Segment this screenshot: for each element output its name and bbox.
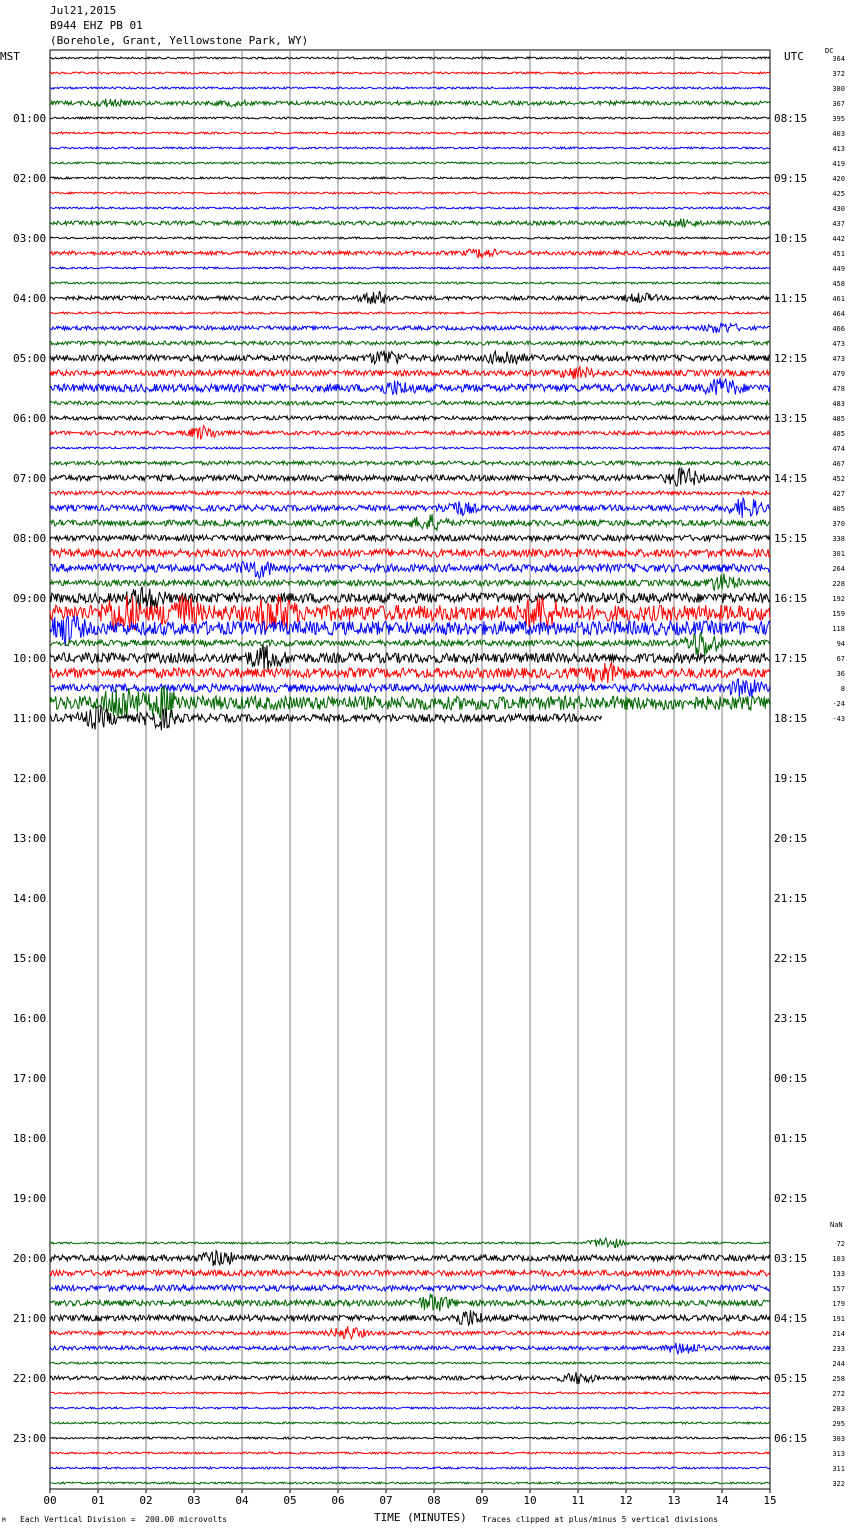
x-tick-label: 11 <box>571 1494 585 1507</box>
utc-tick-label: 20:15 <box>774 832 808 845</box>
dc-offset-label: 420 <box>832 175 845 183</box>
utc-tick-label: 11:15 <box>774 292 808 305</box>
trace-line <box>50 282 770 284</box>
dc-offset-label: 191 <box>832 1315 845 1323</box>
trace-line <box>50 1343 770 1354</box>
trace-line <box>50 1372 770 1384</box>
dc-offset-label: 192 <box>832 595 845 603</box>
utc-tick-label: 09:15 <box>774 172 808 185</box>
trace-line <box>50 1452 770 1454</box>
x-tick-label: 03 <box>187 1494 201 1507</box>
trace-line <box>50 645 770 670</box>
dc-offset-label: 283 <box>832 1405 845 1413</box>
utc-tick-label: 13:15 <box>774 412 808 425</box>
trace-line <box>50 1310 770 1325</box>
clip-note: Traces clipped at plus/minus 5 vertical divisions <box>482 1515 719 1524</box>
trace-line <box>50 461 770 465</box>
dc-offset-label: 467 <box>832 460 845 468</box>
dc-offset-label: 427 <box>832 490 845 498</box>
utc-tick-label: 02:15 <box>774 1192 808 1205</box>
dc-offset-label: 419 <box>832 160 845 168</box>
trace-line <box>50 1326 770 1339</box>
utc-tick-label: 03:15 <box>774 1252 808 1265</box>
dc-offset-label: -24 <box>832 700 845 708</box>
mst-tick-label: 12:00 <box>13 772 47 785</box>
trace-line <box>50 574 770 590</box>
dc-offset-label: 367 <box>832 100 845 108</box>
trace-line <box>50 312 770 314</box>
trace-line <box>50 706 602 730</box>
trace-line <box>50 72 770 74</box>
utc-tick-label: 14:15 <box>774 472 808 485</box>
header-location: (Borehole, Grant, Yellowstone Park, WY) <box>50 34 309 47</box>
x-tick-label: 08 <box>427 1494 441 1507</box>
trace-line <box>50 498 770 518</box>
dc-offset-label: 449 <box>832 265 845 273</box>
dc-offset-label: 313 <box>832 1450 845 1458</box>
trace-line <box>50 1437 770 1439</box>
trace-line <box>50 367 770 380</box>
trace-line <box>50 237 770 239</box>
x-tick-label: 09 <box>475 1494 489 1507</box>
dc-offset-label: 437 <box>832 220 845 228</box>
trace-line <box>50 1251 770 1267</box>
x-axis-title: TIME (MINUTES) <box>374 1511 467 1524</box>
mst-tick-label: 07:00 <box>13 472 47 485</box>
utc-tick-label: 23:15 <box>774 1012 808 1025</box>
dc-offset-label: 233 <box>832 1345 845 1353</box>
x-tick-label: 14 <box>715 1494 729 1507</box>
dc-offset-label: 464 <box>832 310 845 318</box>
dc-offset-label: 214 <box>832 1330 845 1338</box>
dc-offset-label: 413 <box>832 145 845 153</box>
dc-offset-label: 72 <box>836 1240 845 1248</box>
dc-offset-label: 264 <box>832 565 845 573</box>
x-tick-label: 05 <box>283 1494 297 1507</box>
dc-offset-label: 403 <box>832 130 845 138</box>
dc-offset-label: 303 <box>832 1435 845 1443</box>
dc-offset-label: 466 <box>832 325 845 333</box>
utc-tick-label: 17:15 <box>774 652 808 665</box>
mst-tick-label: 06:00 <box>13 412 47 425</box>
utc-tick-label: 06:15 <box>774 1432 808 1445</box>
dc-offset-label: 474 <box>832 445 845 453</box>
dc-offset-label: 405 <box>832 505 845 513</box>
dc-offset-label: 36 <box>836 670 845 678</box>
trace-line <box>50 1294 770 1312</box>
dc-offset-label: 272 <box>832 1390 845 1398</box>
mst-tick-label: 04:00 <box>13 292 47 305</box>
dc-offset-label: 228 <box>832 580 845 588</box>
trace-line <box>50 562 770 579</box>
utc-tick-label: 12:15 <box>774 352 808 365</box>
dc-label: DC <box>825 47 834 55</box>
nan-label: NaN <box>830 1221 843 1229</box>
trace-line <box>50 491 770 495</box>
header-station: B944 EHZ PB 01 <box>50 19 143 32</box>
dc-offset-label: 118 <box>832 625 845 633</box>
dc-offset-label: 94 <box>836 640 845 648</box>
mst-tick-label: 14:00 <box>13 892 47 905</box>
dc-offset-label: 364 <box>832 55 845 63</box>
dc-offset-label: 157 <box>832 1285 845 1293</box>
utc-tick-label: 15:15 <box>774 532 808 545</box>
trace-line <box>50 1407 770 1409</box>
trace-line <box>50 1270 770 1276</box>
mst-tick-label: 22:00 <box>13 1372 47 1385</box>
dc-offset-label: 458 <box>832 280 845 288</box>
trace-line <box>50 1467 770 1469</box>
trace-line <box>50 1482 770 1484</box>
mst-tick-label: 17:00 <box>13 1072 47 1085</box>
trace-line <box>50 162 770 164</box>
dc-offset-label: 372 <box>832 70 845 78</box>
dc-offset-label: 478 <box>832 385 845 393</box>
dc-offset-label: 258 <box>832 1375 845 1383</box>
x-tick-label: 01 <box>91 1494 105 1507</box>
trace-line <box>50 549 770 557</box>
dc-offset-label: 461 <box>832 295 845 303</box>
trace-line <box>50 468 770 487</box>
trace-line <box>50 416 770 420</box>
utc-tick-label: 18:15 <box>774 712 808 725</box>
dc-offset-label: 244 <box>832 1360 845 1368</box>
trace-line <box>50 192 770 194</box>
utc-tick-label: 21:15 <box>774 892 808 905</box>
trace-line <box>50 1285 770 1291</box>
x-tick-label: 13 <box>667 1494 681 1507</box>
trace-line <box>50 219 770 228</box>
mst-tick-label: 20:00 <box>13 1252 47 1265</box>
dc-offset-label: 8 <box>840 685 845 693</box>
mst-tick-label: 13:00 <box>13 832 47 845</box>
utc-tick-label: 04:15 <box>774 1312 808 1325</box>
dc-offset-label: -43 <box>832 715 845 723</box>
trace-line <box>50 87 770 89</box>
mst-tick-label: 01:00 <box>13 112 47 125</box>
mst-tick-label: 23:00 <box>13 1432 47 1445</box>
mst-tick-label: 10:00 <box>13 652 47 665</box>
mst-tick-label: 02:00 <box>13 172 47 185</box>
dc-offset-label: 370 <box>832 520 845 528</box>
trace-line <box>50 177 770 179</box>
trace-line <box>50 1238 770 1248</box>
trace-line <box>50 426 770 439</box>
utc-tick-label: 22:15 <box>774 952 808 965</box>
dc-offset-label: 311 <box>832 1465 845 1473</box>
mst-tick-label: 05:00 <box>13 352 47 365</box>
x-tick-label: 10 <box>523 1494 537 1507</box>
dc-offset-label: 473 <box>832 340 845 348</box>
x-tick-label: 02 <box>139 1494 153 1507</box>
dc-offset-label: 442 <box>832 235 845 243</box>
trace-line <box>50 662 770 684</box>
trace-line <box>50 351 770 365</box>
dc-offset-label: 380 <box>832 85 845 93</box>
dc-offset-label: 430 <box>832 205 845 213</box>
utc-tick-label: 08:15 <box>774 112 808 125</box>
dc-offset-label: 159 <box>832 610 845 618</box>
trace-line <box>50 99 770 107</box>
dc-offset-label: 133 <box>832 1270 845 1278</box>
utc-tick-label: 01:15 <box>774 1132 808 1145</box>
trace-line <box>50 616 770 646</box>
trace-line <box>50 324 770 334</box>
trace-line <box>50 378 770 395</box>
dc-offset-label: 485 <box>832 415 845 423</box>
dc-offset-label: 395 <box>832 115 845 123</box>
trace-line <box>50 117 770 119</box>
scale-note: Each Vertical Division = 200.00 microvolts <box>20 1515 228 1524</box>
dc-offset-label: 179 <box>832 1300 845 1308</box>
mst-tick-label: 08:00 <box>13 532 47 545</box>
utc-tick-label: 19:15 <box>774 772 808 785</box>
x-tick-label: 04 <box>235 1494 249 1507</box>
utc-tick-label: 10:15 <box>774 232 808 245</box>
trace-line <box>50 147 770 149</box>
dc-offset-label: 103 <box>832 1255 845 1263</box>
dc-offset-label: 473 <box>832 355 845 363</box>
dc-offset-label: 479 <box>832 370 845 378</box>
x-tick-label: 06 <box>331 1494 345 1507</box>
dc-offset-label: 322 <box>832 1480 845 1488</box>
trace-line <box>50 535 770 541</box>
utc-tick-label: 16:15 <box>774 592 808 605</box>
trace-line <box>50 267 770 269</box>
trace-line <box>50 632 770 656</box>
dc-offset-label: 338 <box>832 535 845 543</box>
trace-line <box>50 292 770 305</box>
dc-offset-label: 452 <box>832 475 845 483</box>
trace-line <box>50 679 770 697</box>
trace-line <box>50 132 770 134</box>
mst-tick-label: 15:00 <box>13 952 47 965</box>
utc-tick-label: 00:15 <box>774 1072 808 1085</box>
dc-offset-label: 301 <box>832 550 845 558</box>
trace-line <box>50 57 770 59</box>
x-tick-label: 12 <box>619 1494 633 1507</box>
x-tick-label: 00 <box>43 1494 57 1507</box>
mst-tick-label: 19:00 <box>13 1192 47 1205</box>
dc-offset-label: 483 <box>832 400 845 408</box>
corner-mark: M <box>2 1517 6 1524</box>
trace-line <box>50 207 770 209</box>
trace-line <box>50 514 770 530</box>
trace-line <box>50 249 770 258</box>
mst-label: MST <box>0 50 20 63</box>
trace-line <box>50 1362 770 1364</box>
mst-tick-label: 11:00 <box>13 712 47 725</box>
mst-tick-label: 09:00 <box>13 592 47 605</box>
trace-line <box>50 401 770 405</box>
utc-tick-label: 05:15 <box>774 1372 808 1385</box>
x-tick-label: 15 <box>763 1494 777 1507</box>
x-tick-label: 07 <box>379 1494 393 1507</box>
trace-line <box>50 341 770 345</box>
dc-offset-label: 485 <box>832 430 845 438</box>
trace-line <box>50 1392 770 1394</box>
trace-line <box>50 447 770 449</box>
mst-tick-label: 21:00 <box>13 1312 47 1325</box>
dc-offset-label: 425 <box>832 190 845 198</box>
trace-line <box>50 1422 770 1424</box>
dc-offset-label: 295 <box>832 1420 845 1428</box>
mst-tick-label: 18:00 <box>13 1132 47 1145</box>
dc-offset-label: 67 <box>836 655 845 663</box>
header-date: Jul21,2015 <box>50 4 117 17</box>
mst-tick-label: 03:00 <box>13 232 47 245</box>
mst-tick-label: 16:00 <box>13 1012 47 1025</box>
dc-offset-label: 451 <box>832 250 845 258</box>
trace-line <box>50 686 770 718</box>
utc-label: UTC <box>784 50 804 63</box>
